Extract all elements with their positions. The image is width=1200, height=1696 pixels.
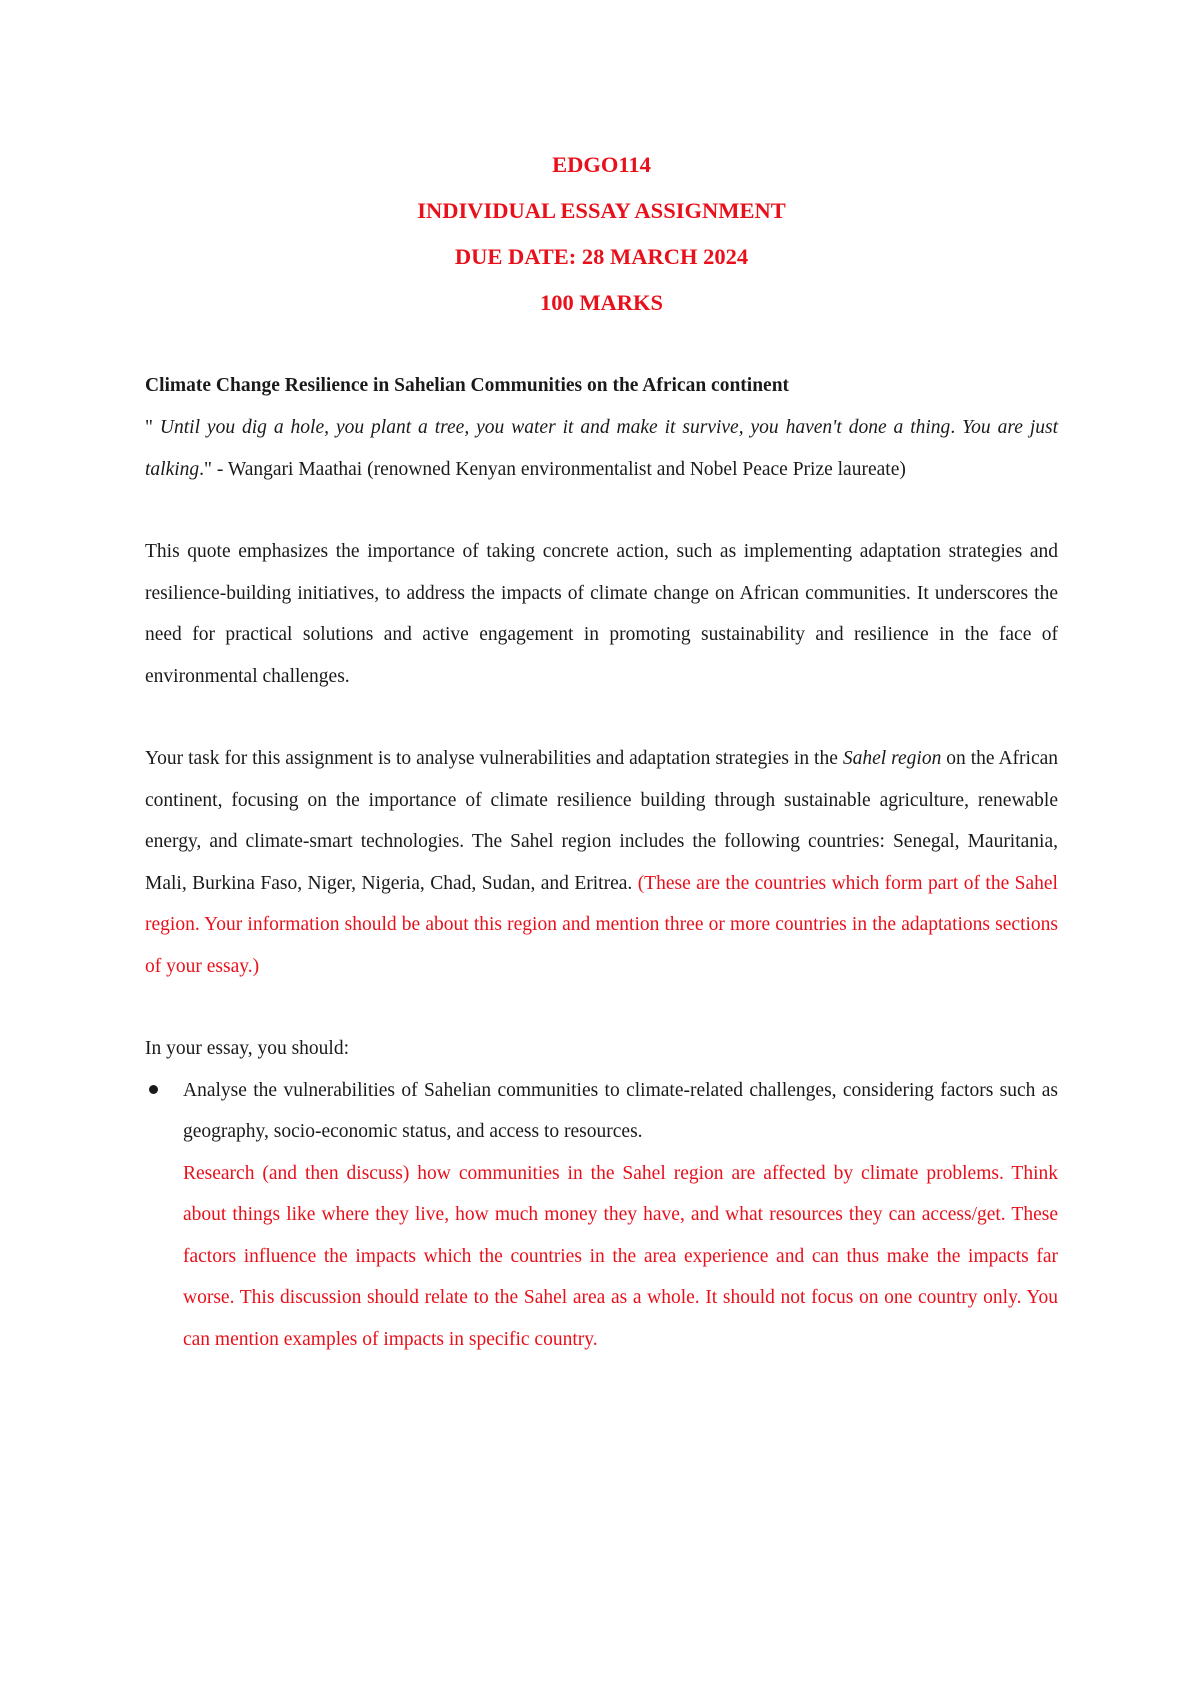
paragraph-spacer <box>145 697 1058 738</box>
quote-paragraph <box>145 407 1058 490</box>
total-marks: 100 MARKS <box>539 290 664 315</box>
task-red-note: (These are the countries which form part of the Sahel region. Your information should be about this region and mention three or more countries in the adaptations sections of your essay.) <box>145 872 1058 977</box>
quote-open-mark: " <box>145 417 153 438</box>
instructions-list <box>145 1070 1058 1361</box>
paragraph-spacer <box>145 987 1058 1028</box>
task-text-part-1: Your task for this assignment is to analyse vulnerabilities and adaptation strategies in the <box>145 748 843 769</box>
assignment-header <box>145 142 1058 326</box>
paragraph-spacer <box>145 490 1058 531</box>
bullet-text: Analyse the vulnerabilities of Sahelian communities to climate-related challenges, considering factors such as geography, socio-economic status, and access to resources. <box>183 1079 1058 1142</box>
essay-title: Climate Change Resilience in Sahelian Communities on the African continent <box>145 375 790 396</box>
task-paragraph <box>145 738 1058 987</box>
bullet-icon <box>149 1085 158 1094</box>
quote-text-part-1: Until you dig a hole, you plant a tree, you water it and make it survive, you haven't done a thing <box>152 417 951 438</box>
context-paragraph: This quote emphasizes the importance of taking concrete action, such as implementing adaptation strategies and resilience-building initiatives, to address the impacts of climate change on African communities. It underscores the need for practical solutions and active engagement in promoting sustainability and resilience in the face of environmental challenges. <box>145 541 1058 687</box>
task-text-part-2: on the African continent, focusing on the importance of climate resilience building through sustainable agriculture, renewable energy, and climate-smart technologies. The Sahel region includes the following countries: Senegal, Mauritania, Mali, Burkina Faso, Niger, Nigeria, Chad, Sudan, and Eritrea. <box>145 748 1059 894</box>
bullet-red-note: Research (and then discuss) how communities in the Sahel region are affected by climate problems. Think about things like where they live, how much money they have, and what resources they can access/get. These factors influence the impacts which the countries in the area experience and can thus make the impacts far worse. This discussion should relate to the Sahel area as a whole. It should not focus on one country only. You can mention examples of impacts in specific country. <box>183 1162 1058 1350</box>
quote-attribution: ." - Wangari Maathai (renowned Kenyan environmentalist and Nobel Peace Prize laureate) <box>199 458 906 480</box>
course-code: EDGO114 <box>552 152 651 177</box>
task-region-emphasis: Sahel region <box>842 748 942 769</box>
quote-period: . <box>950 417 956 438</box>
assignment-type: INDIVIDUAL ESSAY ASSIGNMENT <box>417 198 786 223</box>
quote-text-part-2: You are just talking <box>145 417 1058 480</box>
due-date: DUE DATE: 28 MARCH 2024 <box>454 244 749 269</box>
instructions-intro: In your essay, you should: <box>145 1038 350 1059</box>
list-item <box>145 1070 1058 1361</box>
